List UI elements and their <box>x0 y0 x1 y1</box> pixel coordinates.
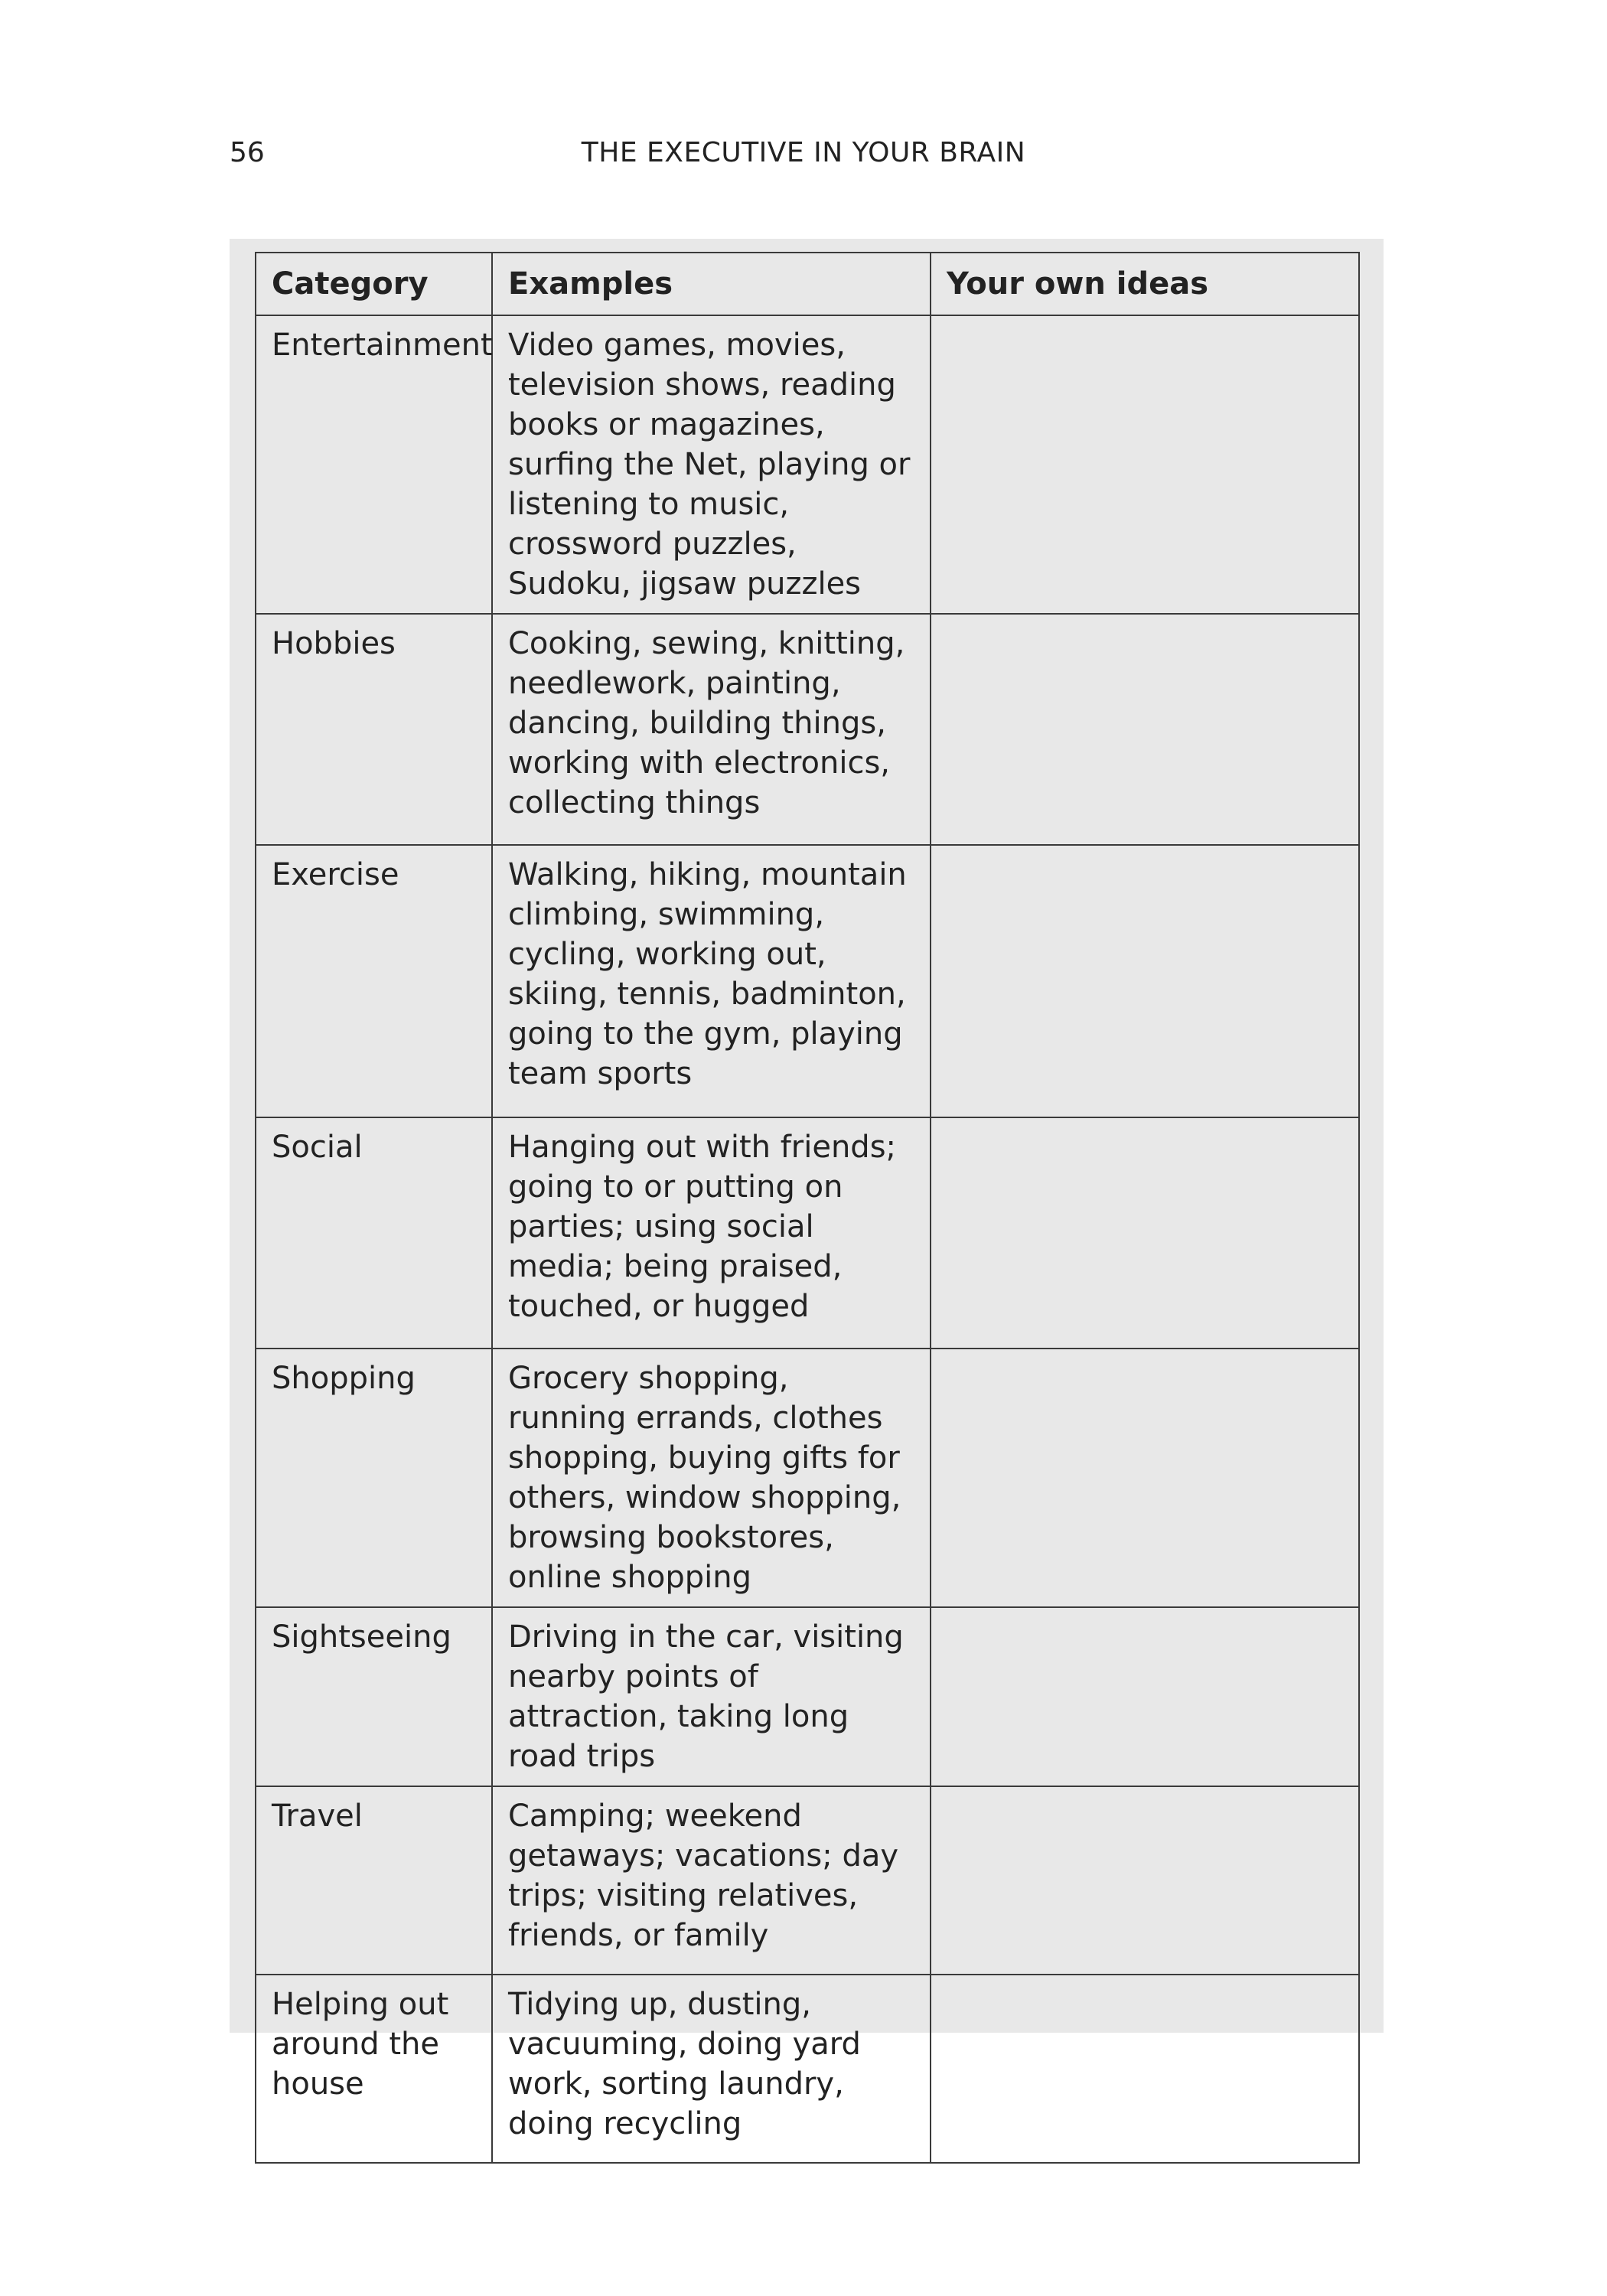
category-cell: Exercise <box>256 845 492 1117</box>
running-head: THE EXECUTIVE IN YOUR BRAIN <box>581 137 1026 168</box>
table-header-row <box>256 253 1359 315</box>
category-cell: Entertainment <box>256 315 492 614</box>
table-row <box>256 1117 1359 1349</box>
category-cell: Sightseeing <box>256 1607 492 1786</box>
examples-cell: Walking, hiking, mountain climbing, swimming, cycling, working out, skiing, tennis, badminton, going to the gym, playing team sports <box>492 845 931 1117</box>
table-row <box>256 315 1359 614</box>
category-cell: Shopping <box>256 1349 492 1607</box>
table-row <box>256 845 1359 1117</box>
page-number: 56 <box>230 137 265 168</box>
own-ideas-cell[interactable] <box>931 845 1359 1117</box>
category-cell: Helping out around the house <box>256 1975 492 2163</box>
table-row <box>256 614 1359 845</box>
table-row <box>256 1607 1359 1786</box>
own-ideas-cell[interactable] <box>931 1117 1359 1349</box>
table-row <box>256 1349 1359 1607</box>
own-ideas-cell[interactable] <box>931 1607 1359 1786</box>
examples-cell: Camping; weekend getaways; vacations; day trips; visiting relatives, friends, or family <box>492 1786 931 1975</box>
examples-cell: Video games, movies, television shows, reading books or magazines, surfing the Net, playing or listening to music, crossword puzzles, Sudoku, jigsaw puzzles <box>492 315 931 614</box>
examples-cell: Cooking, sewing, knitting, needlework, painting, dancing, building things, working with electronics, collecting things <box>492 614 931 845</box>
category-cell: Travel <box>256 1786 492 1975</box>
activity-table <box>255 252 1360 2164</box>
own-ideas-cell[interactable] <box>931 1975 1359 2163</box>
column-header-category: Category <box>256 253 492 315</box>
category-cell: Social <box>256 1117 492 1349</box>
table-panel <box>230 239 1384 2141</box>
own-ideas-cell[interactable] <box>931 614 1359 845</box>
examples-cell: Grocery shopping, running errands, clothes shopping, buying gifts for others, window shopping, browsing bookstores, online shopping <box>492 1349 931 1607</box>
table-row <box>256 1975 1359 2163</box>
examples-cell: Hanging out with friends; going to or putting on parties; using social media; being praised, touched, or hugged <box>492 1117 931 1349</box>
table-row <box>256 1786 1359 1975</box>
own-ideas-cell[interactable] <box>931 1786 1359 1975</box>
examples-cell: Driving in the car, visiting nearby points of attraction, taking long road trips <box>492 1607 931 1786</box>
column-header-own-ideas: Your own ideas <box>931 253 1359 315</box>
category-cell: Hobbies <box>256 614 492 845</box>
examples-cell: Tidying up, dusting, vacuuming, doing yard work, sorting laundry, doing recycling <box>492 1975 931 2163</box>
own-ideas-cell[interactable] <box>931 1349 1359 1607</box>
own-ideas-cell[interactable] <box>931 315 1359 614</box>
column-header-examples: Examples <box>492 253 931 315</box>
